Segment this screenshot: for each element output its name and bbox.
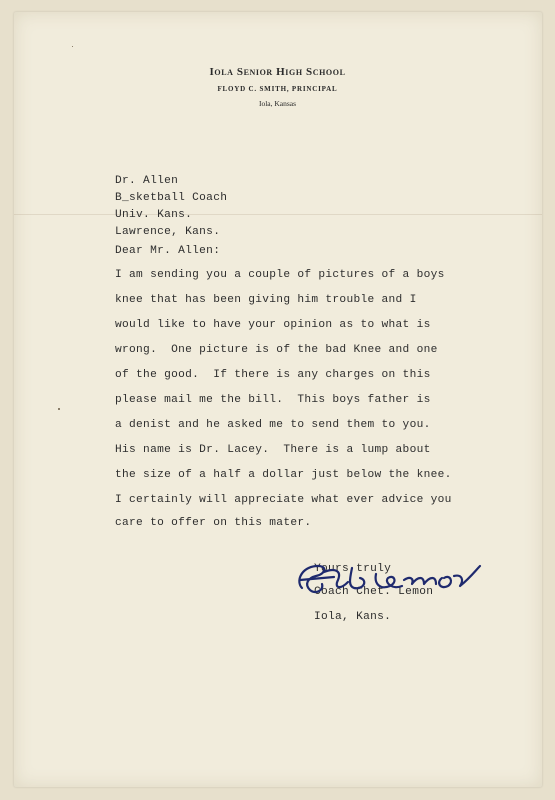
paper-speck bbox=[58, 408, 60, 410]
body-line: knee that has been giving him trouble and I bbox=[115, 294, 417, 306]
sender-name: Coach Chet. Lemon bbox=[314, 586, 434, 598]
body-line: wrong. One picture is of the bad Knee and one bbox=[115, 344, 438, 356]
paper-speck bbox=[72, 46, 73, 47]
body-line: please mail me the bill. This boys father is bbox=[115, 394, 431, 406]
letterhead-city: Iola, Kansas bbox=[258, 99, 297, 108]
body-line: His name is Dr. Lacey. There is a lump about bbox=[115, 444, 431, 456]
body-line: a denist and he asked me to send them to you. bbox=[115, 419, 431, 431]
body-line: the size of a half a dollar just below the knee. bbox=[115, 469, 452, 481]
recipient-institution: Univ. Kans. bbox=[115, 209, 193, 221]
body-line: I certainly will appreciate what ever advice you bbox=[115, 494, 452, 506]
handwritten-signature bbox=[294, 560, 484, 598]
body-line: of the good. If there is any charges on this bbox=[115, 369, 431, 381]
paper-fold-line bbox=[14, 214, 542, 215]
recipient-city: Lawrence, Kans. bbox=[115, 226, 221, 238]
body-line: would like to have your opinion as to what is bbox=[115, 319, 431, 331]
letterhead-school: Iola Senior High School bbox=[209, 66, 346, 78]
sender-city: Iola, Kans. bbox=[314, 611, 392, 623]
letterhead-principal: FLOYD C. SMITH, PRINCIPAL bbox=[217, 85, 338, 93]
body-line: I am sending you a couple of pictures of a boys bbox=[115, 269, 445, 281]
recipient-name: Dr. Allen bbox=[115, 175, 179, 187]
valediction: Yours truly bbox=[314, 563, 392, 575]
salutation: Dear Mr. Allen: bbox=[115, 245, 221, 257]
body-line: care to offer on this mater. bbox=[115, 517, 312, 529]
recipient-title: B_sketball Coach bbox=[115, 192, 228, 204]
